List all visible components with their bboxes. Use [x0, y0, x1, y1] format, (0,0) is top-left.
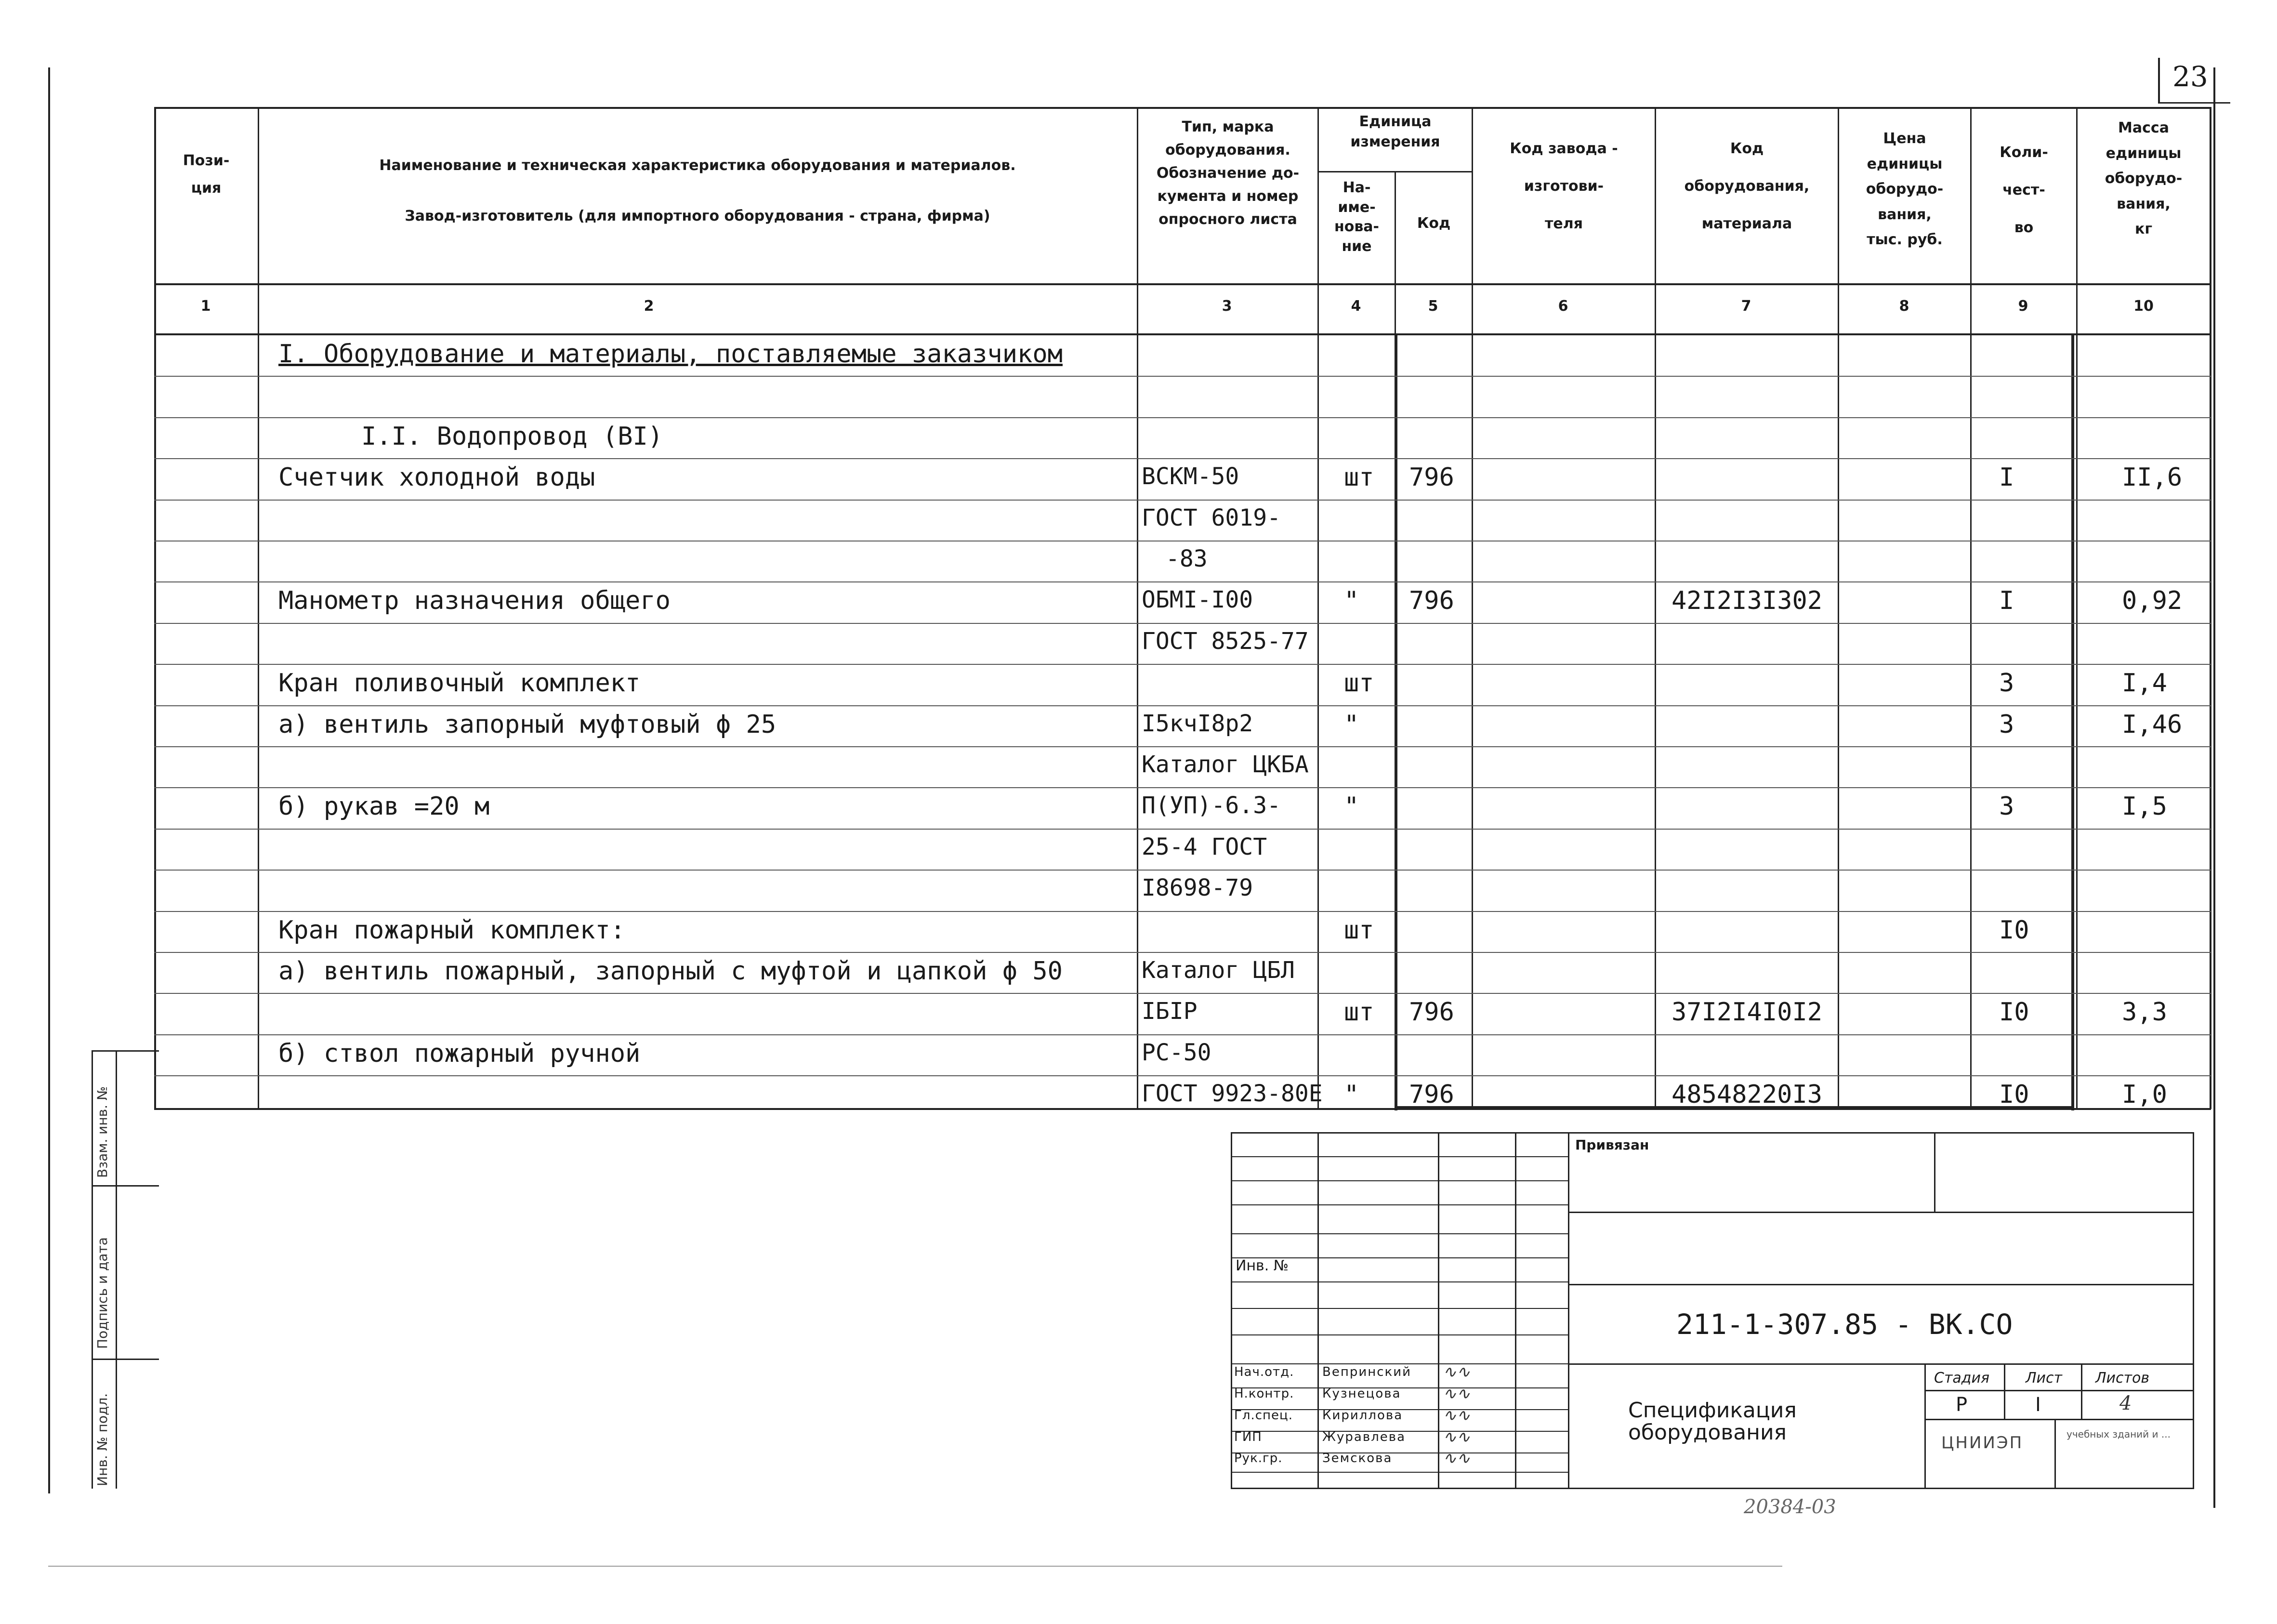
row-unit: шт	[1344, 669, 1374, 698]
row-name: Счетчик холодной воды	[278, 463, 595, 492]
row-quantity: I0	[1999, 998, 2029, 1027]
header-position: Пози- ция	[183, 152, 230, 197]
row-type: ОБМI-I00	[1142, 586, 1253, 613]
row-mass: II,6	[2122, 463, 2183, 492]
signature: ∿∿	[1443, 1406, 1470, 1425]
stamp-person-name: Журавлева	[1322, 1430, 1406, 1444]
row-quantity: I	[1999, 586, 2014, 615]
row-mass: I,5	[2122, 792, 2167, 821]
row-name: Кран поливочный комплект	[278, 669, 641, 698]
row-material-code: 42I2I3I302	[1672, 586, 1823, 615]
column-number: 9	[2018, 298, 2028, 315]
column-number: 1	[200, 298, 211, 315]
row-mass: I,4	[2122, 669, 2167, 698]
column-number: 4	[1351, 298, 1361, 315]
side-label-original-inv: Инв. № подл.	[94, 1393, 110, 1486]
stamp-role: Н.контр.	[1234, 1386, 1294, 1401]
row-unit: "	[1344, 792, 1359, 821]
row-name: Кран пожарный комплект:	[278, 916, 626, 945]
column-number: 6	[1558, 298, 1568, 315]
row-type: -83	[1166, 545, 1208, 572]
stage-label: Стадия	[1934, 1370, 1990, 1386]
document-title: Спецификация оборудования	[1628, 1398, 1797, 1445]
signature: ∿∿	[1443, 1384, 1470, 1403]
stamp-role: ГИП	[1234, 1430, 1262, 1444]
column-number: 3	[1222, 298, 1232, 315]
row-mass: 0,92	[2122, 586, 2183, 615]
row-unit-code: 796	[1409, 1080, 1454, 1109]
organization-right: учебных зданий и ...	[2066, 1428, 2171, 1440]
row-unit-code: 796	[1409, 998, 1454, 1027]
sheets-value: 4	[2119, 1392, 2132, 1414]
row-name: б) рукав =20 м	[278, 792, 490, 821]
column-number: 5	[1428, 298, 1438, 315]
header-name-line2: Завод-изготовитель (для импортного оборудования - страна, фирма)	[405, 208, 990, 224]
row-type: I5кчI8р2	[1142, 710, 1253, 737]
row-type: 25-4 ГОСТ	[1142, 833, 1267, 860]
stamp-person-name: Кириллова	[1322, 1408, 1403, 1423]
row-quantity: I	[1999, 463, 2014, 492]
row-name: I.I. Водопровод (BI)	[361, 422, 663, 451]
signature: ∿∿	[1443, 1427, 1470, 1447]
stamp-person-name: Кузнецова	[1322, 1386, 1401, 1401]
header-manufacturer-code: Код завода - изготови- теля	[1510, 140, 1618, 232]
column-number: 2	[644, 298, 654, 315]
row-type: РС-50	[1142, 1039, 1211, 1066]
row-quantity: 3	[1999, 792, 2014, 821]
side-label-signature-date: Подпись и дата	[94, 1237, 110, 1349]
stamp-role: Гл.спец.	[1234, 1408, 1293, 1423]
signature: ∿∿	[1443, 1362, 1470, 1382]
page-number: 23	[2172, 60, 2208, 93]
row-mass: I,46	[2122, 710, 2183, 739]
row-unit: шт	[1344, 998, 1374, 1027]
column-number: 8	[1899, 298, 1909, 315]
row-unit: "	[1344, 586, 1359, 615]
sheets-label: Листов	[2095, 1370, 2150, 1386]
document-code: 211-1-307.85 - ВК.СО	[1676, 1308, 2013, 1341]
stamp-role: Рук.гр.	[1234, 1451, 1283, 1466]
row-unit: "	[1344, 1080, 1359, 1109]
row-mass: I,0	[2122, 1080, 2167, 1109]
row-type: Каталог ЦКБА	[1142, 751, 1309, 778]
row-type: Каталог ЦБЛ	[1142, 957, 1295, 984]
row-quantity: 3	[1999, 710, 2014, 739]
sheet-value: I	[2035, 1394, 2041, 1416]
footer-number: 20384-03	[1744, 1496, 1836, 1518]
header-unit-group: Единица измерения	[1350, 113, 1440, 150]
row-type: IБIP	[1142, 998, 1198, 1025]
header-quantity: Коли- чест- во	[2000, 144, 2048, 236]
bound-label: Привязан	[1575, 1137, 1649, 1153]
row-unit: "	[1344, 710, 1359, 739]
row-material-code: 48548220I3	[1672, 1080, 1823, 1109]
row-unit: шт	[1344, 463, 1374, 492]
row-type: ВСКМ-50	[1142, 463, 1239, 490]
stage-value: Р	[1956, 1394, 1968, 1416]
row-name: б) ствол пожарный ручной	[278, 1039, 641, 1068]
row-quantity: 3	[1999, 669, 2014, 698]
column-number: 7	[1741, 298, 1751, 315]
row-material-code: 37I2I4I0I2	[1672, 998, 1823, 1027]
header-material-code: Код оборудования, материала	[1684, 140, 1810, 232]
row-quantity: I0	[1999, 1080, 2029, 1109]
stamp-person-name: Вепринский	[1322, 1365, 1412, 1379]
header-price: Цена единицы оборудо- вания, тыс. руб.	[1866, 130, 1944, 248]
row-name: а) вентиль пожарный, запорный с муфтой и цапкой ϕ 50	[278, 957, 1063, 986]
row-unit: шт	[1344, 916, 1374, 945]
row-name: I. Оборудование и материалы, поставляемые заказчиком	[278, 340, 1063, 369]
stamp-person-name: Земскова	[1322, 1451, 1393, 1466]
stamp-role: Нач.отд.	[1234, 1365, 1294, 1379]
header-mass: Масса единицы оборудо- вания, кг	[2105, 119, 2183, 238]
row-type: П(УП)-6.3-	[1142, 792, 1281, 819]
row-type: I8698-79	[1142, 874, 1253, 901]
row-mass: 3,3	[2122, 998, 2167, 1027]
row-type: ГОСТ 6019-	[1142, 504, 1281, 531]
sheet-label: Лист	[2026, 1370, 2063, 1386]
side-label-replace-inv: Взам. инв. №	[94, 1086, 110, 1178]
row-unit-code: 796	[1409, 586, 1454, 615]
header-name-line1: Наименование и техническая характеристика оборудования и материалов.	[379, 157, 1016, 174]
row-name: Манометр назначения общего	[278, 586, 671, 615]
header-type: Тип, марка оборудования. Обозначение до- кумента и номер опросного листа	[1156, 119, 1300, 228]
row-unit-code: 796	[1409, 463, 1454, 492]
column-number: 10	[2133, 298, 2154, 315]
inv-label: Инв. №	[1236, 1257, 1289, 1274]
row-type: ГОСТ 8525-77	[1142, 628, 1309, 655]
signature: ∿∿	[1443, 1449, 1470, 1468]
row-name: а) вентиль запорный муфтовый ϕ 25	[278, 710, 777, 739]
row-quantity: I0	[1999, 916, 2029, 945]
header-unit-name: На- име- нова- ние	[1334, 179, 1380, 255]
header-unit-code: Код	[1417, 215, 1451, 232]
organization: ЦНИИЭП	[1941, 1433, 2024, 1452]
row-type: ГОСТ 9923-80Е	[1142, 1080, 1323, 1107]
